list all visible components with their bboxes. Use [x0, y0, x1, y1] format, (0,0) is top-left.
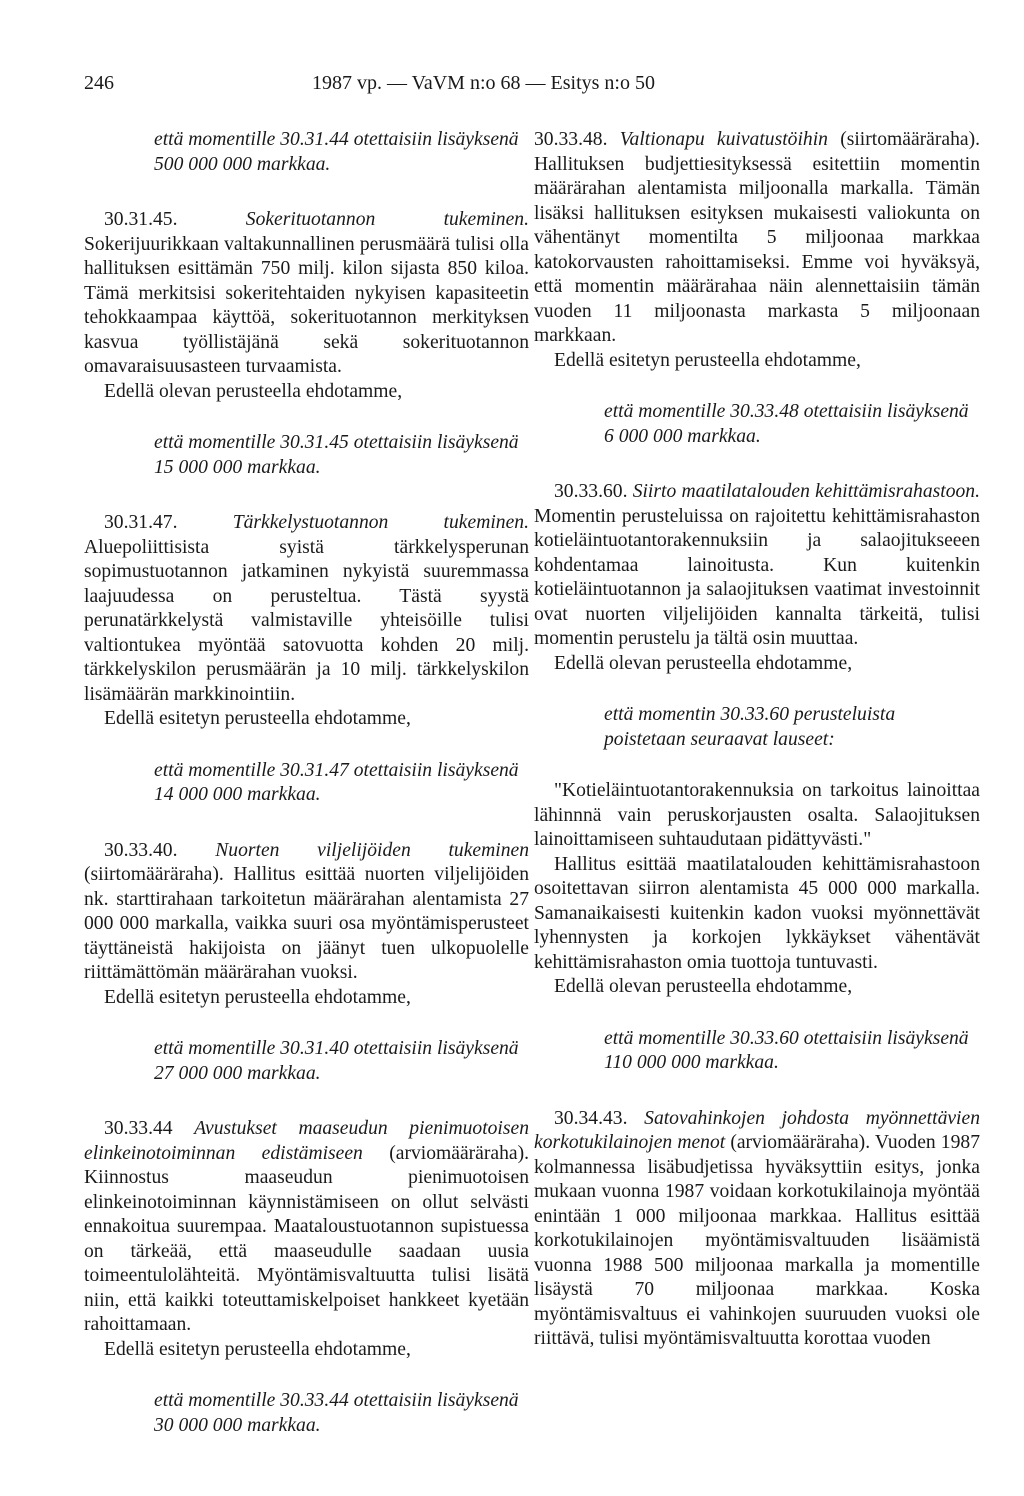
conclusion: Edellä esitetyn perusteella ehdotamme,	[104, 986, 411, 1008]
section-heading: Nuorten viljelijöiden tukeminen	[215, 839, 529, 861]
section-30-34-43: 30.34.43. Satovahinkojen johdosta myönnettävien korkotukilainojen menot (arviomääräraha). Vuoden 1987 kolmannessa lisäbudjetissa hyväksyttiin esitys, jonka mukaan vuonna 1987 voidaan korkotukilainoja myöntää enintään 1 000 miljoonaa markkaa. Hallitus esittää korkotukilainojen myöntämisvaltuuden lisäämistä vuonna 1988 500 miljoonaa markalla ja momentille lisäystä 70 miljoonaa markkaa. Koska myöntämisvaltuus ei vahinkojen suuruuden vuoksi ole riittävä, tulisi myöntämisvaltuutta korottaa vuoden	[534, 1107, 980, 1349]
proposal-30-31-45: että momentille 30.31.45 otettaisiin lisäyksenä 15 000 000 markkaa.	[154, 432, 519, 478]
page-number: 246	[84, 72, 114, 94]
proposal-30-31-40: että momentille 30.31.40 otettaisiin lisäyksenä 27 000 000 markkaa.	[154, 1038, 519, 1084]
section-30-31-45: 30.31.45. Sokerituotannon tukeminen. Sokerijuurikkaan valtakunnallinen perusmäärä tulisi olla hallituksen esittämän 750 milj. kilon sijasta 850 kiloa. Tämä merkitsisi sokeritehtaiden nykyisen kapasiteetin tehokkaampaa käyttöä, sokerituotannon merkityksen kasvua työllistäjänä sekä sokerituotannon omavaraisuusasteen turvaamista.	[84, 209, 529, 377]
left-column	[84, 128, 529, 1438]
conclusion: Edellä esitetyn perusteella ehdotamme,	[104, 1338, 411, 1360]
right-column	[534, 128, 980, 1352]
proposal-30-33-44: että momentille 30.33.44 otettaisiin lisäyksenä 30 000 000 markkaa.	[154, 1390, 519, 1436]
section-30-33-44: 30.33.44 Avustukset maaseudun pienimuotoisen elinkeinotoiminnan edistämiseen (arviomääräraha). Kiinnostus maaseudun pienimuotoisen elinkeinotoiminnan käynnistämiseen on ollut selvästi ennakoitua suurempaa. Maataloustuotannon supistuessa on tärkeää, että maaseudulle saadaan uusia toimeentulolähteitä. Myöntämisvaltuutta tulisi lisätä niin, että kaikki toteuttamiskelpoiset hankkeet kyetään rahoittamaan.	[84, 1118, 529, 1335]
section-30-33-48: 30.33.48. Valtionapu kuivatustöihin (siirtomääräraha). Hallituksen budjettiesityksessä esitettiin momentin määrärahan alentamista miljoonalla markalla. Tämän lisäksi hallituksen esityksen mukaisesti valiokunta on vähentänyt momentilta 5 miljoonaa markkaa katokorvausten rahoittamiseksi. Emme voi hyväksyä, että momentin määrärahaa näin alennettaisiin tämän vuoden 11 miljoonasta markasta 5 miljoonaan markkaan.	[534, 129, 980, 346]
section-30-31-47: 30.31.47. Tärkkelystuotannon tukeminen. Aluepoliittisista syistä tärkkelysperunan sopimustuotannon jatkaminen nykyistä suuremmassa laajuudessa on perusteltua. Tästä syystä perunatärkkelystä valmistaville yhteisöille tulisi valtiontukea myöntää satovuotta kohden 20 milj. tärkkelyskilon perusmäärän ja 10 milj. tärkkelyskilon lisämäärän markkinointiin.	[84, 512, 529, 705]
paragraph: Hallitus esittää maatilatalouden kehittämisrahastoon osoitettavan siirron alentamista 45 000 000 markalla. Samanaikaisesti kuitenkin kadon vuoksi myönnettävät lyhennysten ja korkojen lykkäykset vähentävät kehittämisrahaston omia tuottoja tuntuvasti.	[534, 853, 980, 973]
proposal-30-31-47: että momentille 30.31.47 otettaisiin lisäyksenä 14 000 000 markkaa.	[154, 759, 519, 805]
proposal-30-33-60-removal: että momentin 30.33.60 perusteluista poistetaan seuraavat lauseet:	[604, 704, 896, 750]
section-heading: Avustukset maaseudun pienimuotoisen elinkeinotoiminnan edistämiseen	[84, 1118, 529, 1164]
proposal-30-31-44: että momentille 30.31.44 otettaisiin lisäyksenä 500 000 000 markkaa.	[154, 129, 519, 175]
running-header: 1987 vp. — VaVM n:o 68 — Esitys n:o 50	[312, 72, 655, 94]
proposal-30-33-60: että momentille 30.33.60 otettaisiin lisäyksenä 110 000 000 markkaa.	[604, 1027, 969, 1073]
section-heading: Siirto maatilatalouden kehittämisrahastoon.	[632, 481, 980, 502]
conclusion: Edellä esitetyn perusteella ehdotamme,	[554, 349, 861, 371]
section-heading: Tärkkelystuotannon tukeminen.	[232, 512, 529, 533]
section-heading: Valtionapu kuivatustöihin	[619, 129, 828, 150]
conclusion: Edellä esitetyn perusteella ehdotamme,	[104, 708, 411, 729]
proposal-30-33-48: että momentille 30.33.48 otettaisiin lisäyksenä 6 000 000 markkaa.	[604, 401, 969, 447]
section-30-33-60: 30.33.60. Siirto maatilatalouden kehittämisrahastoon. Momentin perusteluissa on rajoitettu kehittämisrahaston kotieläintuotantorakennuksiin ja salaojitukseeen kohdentamaa lainoitusta. Kun kuitenkin kotieläintuotannon ja salaojituksen vaatimat investoinnit ovat nuorten viljelijöiden kannalta tärkeitä, tulisi momentin perustelu ja tältä osin muuttaa.	[534, 481, 980, 649]
quoted-sentences: "Kotieläintuotantorakennuksia on tarkoitus lainoittaa lähinnnä vain peruskorjausten osalta. Salaojituksen lainoittamiseen suhtaudutaan pidättyvästi."	[534, 780, 980, 850]
section-30-33-40: 30.33.40. Nuorten viljelijöiden tukeminen (siirtomääräraha). Hallitus esittää nuorten viljelijöiden nk. starttirahaan tarkoitetun määrärahan alentamista 27 000 000 markalla, vaikka suuri osa myöntämisperusteet täyttäneistä hakijoista on jäänyt tuen ulkopuolelle riittämättömän määrärahan vuoksi.	[84, 839, 529, 983]
conclusion: Edellä olevan perusteella ehdotamme,	[554, 652, 853, 674]
section-heading: Satovahinkojen johdosta myönnettävien korkotukilainojen menot	[534, 1107, 980, 1153]
section-heading: Sokerituotannon tukeminen.	[245, 209, 529, 230]
conclusion: Edellä olevan perusteella ehdotamme,	[104, 380, 403, 402]
conclusion: Edellä olevan perusteella ehdotamme,	[554, 976, 853, 997]
